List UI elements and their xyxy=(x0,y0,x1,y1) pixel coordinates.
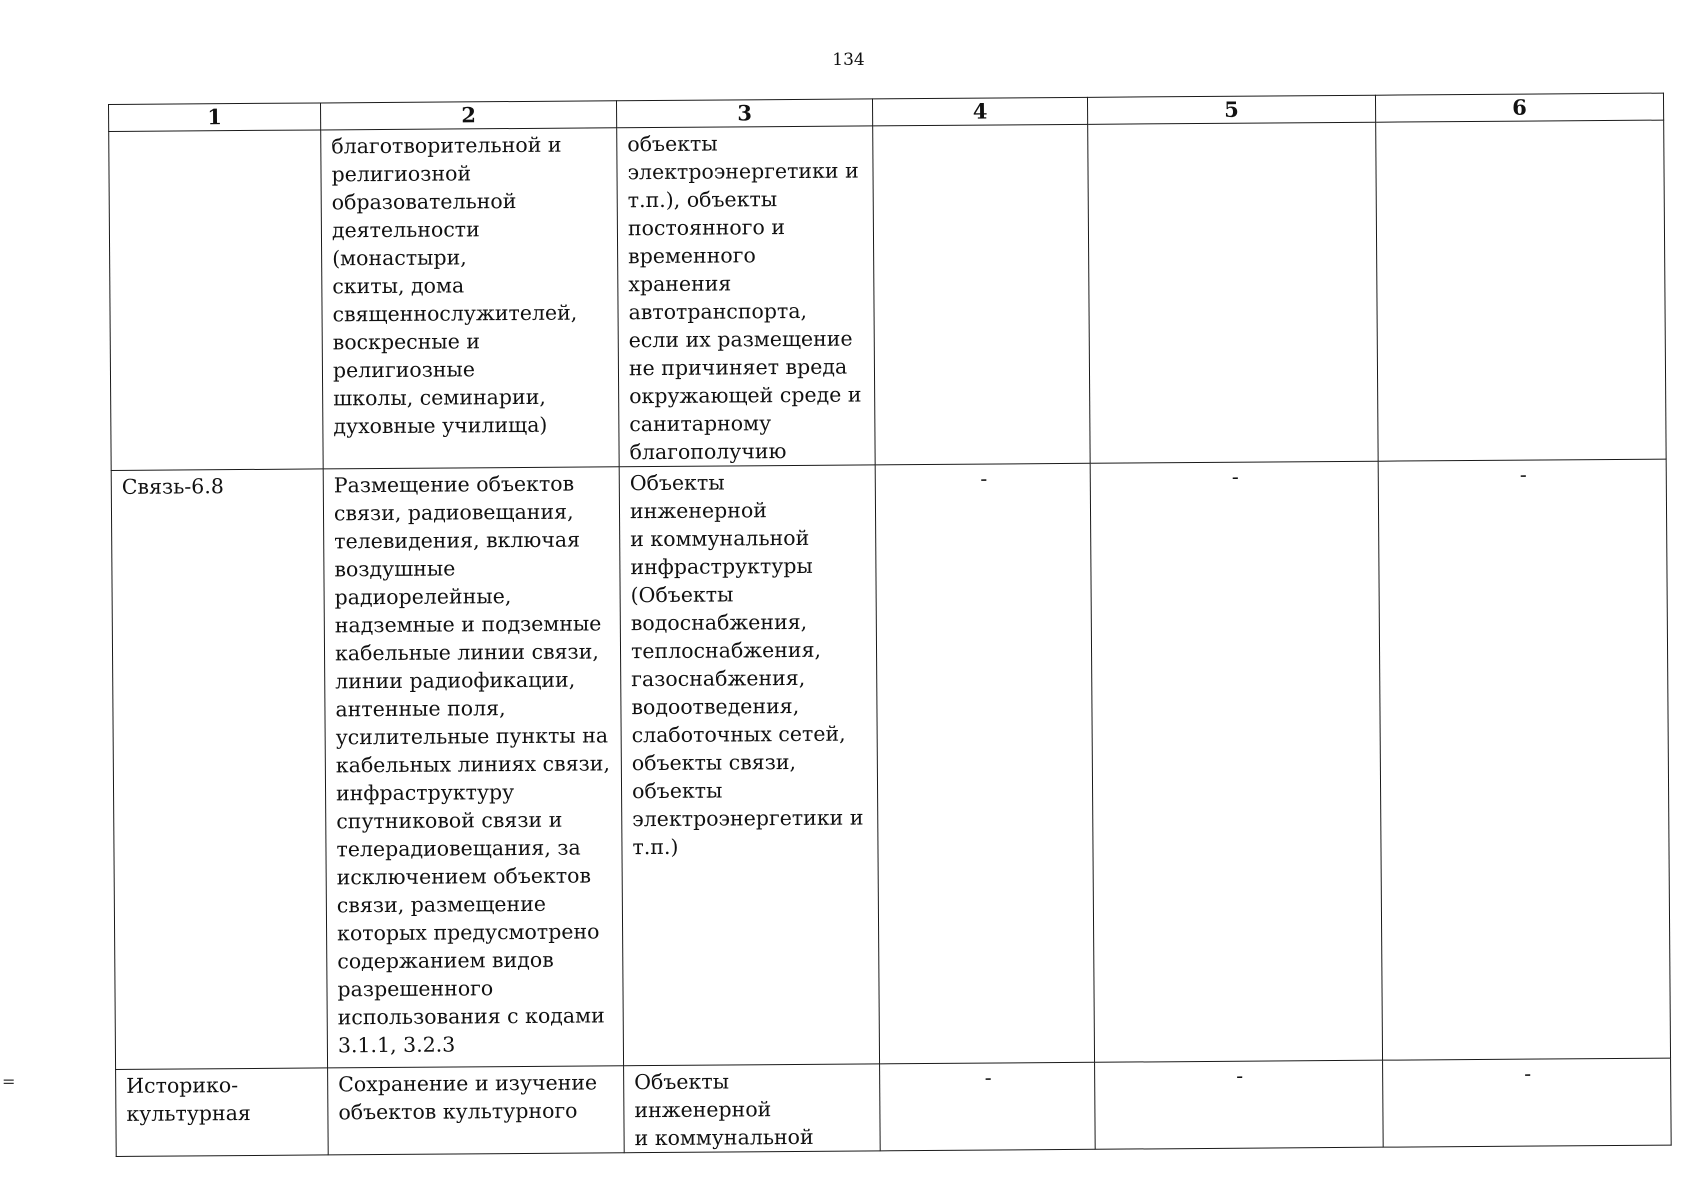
table-row xyxy=(116,1058,1672,1156)
margin-mark: = xyxy=(2,1072,16,1091)
table-cell-col5: - xyxy=(1090,461,1382,1062)
land-use-table xyxy=(108,93,1672,1157)
table-cell-col4 xyxy=(873,124,1090,465)
table-cell-col6: - xyxy=(1383,1058,1672,1147)
page-number: 134 xyxy=(832,50,865,70)
column-header-6: 6 xyxy=(1375,93,1663,122)
table-cell-col5: - xyxy=(1095,1060,1384,1149)
table-row xyxy=(111,459,1670,1069)
table-cell-permitted-objects: Объекты инженерной и коммунальной xyxy=(624,1064,881,1153)
table-cell-permitted-objects: объекты электроэнергетики и т.п.), объекты постоянного и временного хранения автотранспорта, если их размещение не причиняет вреда окружающей среде и санитарному благополучию xyxy=(617,126,875,467)
column-header-1: 1 xyxy=(109,103,321,132)
table-cell-col4: - xyxy=(875,463,1094,1064)
table-row xyxy=(109,120,1666,470)
table-cell-description: Размещение объектов связи, радиовещания, телевидения, включая воздушные радиорелейные, надземные и подземные кабельные линии связи, линии радиофикации, антенные поля, усилительные пункты на кабельных линиях связи, инфраструктуру спутниковой связи и телерадиовещания, за исключением объектов связи, размещение которых предусмотрено содержанием видов разрешенного использования с кодами 3.1.1, 3.2.3 xyxy=(323,467,623,1068)
column-header-5: 5 xyxy=(1087,95,1375,124)
table-cell-use-type: Историко- культурная xyxy=(116,1068,329,1157)
table-cell-use-type: Связь-6.8 xyxy=(111,469,327,1070)
column-header-3: 3 xyxy=(616,99,872,128)
table-cell-description: благотворительной и религиозной образовательной деятельности (монастыри, скиты, дома священнослужителей, воскресные и религиозные школы, семинарии, духовные училища) xyxy=(321,128,619,469)
table-cell-col6: - xyxy=(1378,459,1670,1060)
column-header-4: 4 xyxy=(872,97,1087,126)
table-cell-col6 xyxy=(1376,120,1666,461)
table-cell-permitted-objects: Объекты инженерной и коммунальной инфраструктуры (Объекты водоснабжения, теплоснабжения, газоснабжения, водоотведения, слаботочных сетей, объекты связи, объекты электроэнергетики и т.п.) xyxy=(619,465,879,1066)
table-cell-col4: - xyxy=(880,1062,1096,1151)
table-cell-col5 xyxy=(1088,122,1378,463)
table-cell-description: Сохранение и изучение объектов культурного xyxy=(328,1066,625,1155)
table-cell-use-type xyxy=(109,130,323,471)
column-header-2: 2 xyxy=(320,101,616,130)
